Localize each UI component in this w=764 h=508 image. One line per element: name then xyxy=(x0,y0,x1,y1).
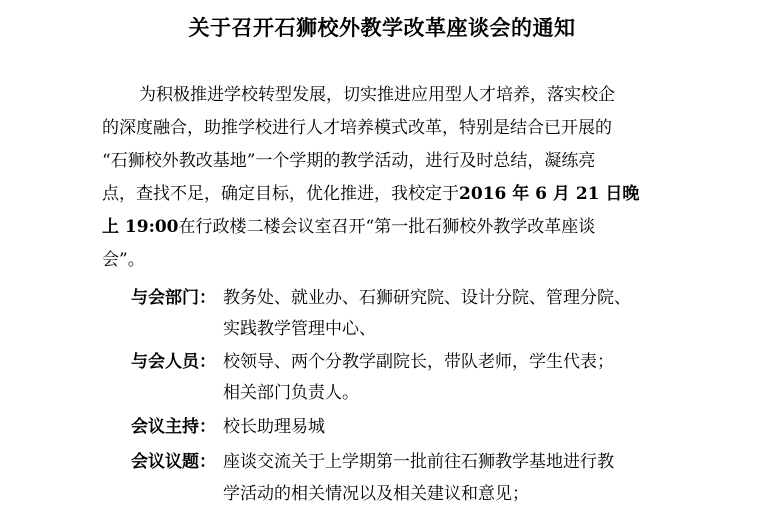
paragraph-text: 在行政楼二楼会议室召开“第一批石狮校外教学改革座谈 xyxy=(178,217,596,237)
departments-value: 教务处、就业办、石狮研究院、设计分院、管理分院、 xyxy=(223,288,631,308)
topic-label: 会议议题： xyxy=(131,452,216,472)
attendees-label: 与会人员： xyxy=(131,352,216,372)
paragraph-line: 的深度融合，助推学校进行人才培养模式改革，特别是结合已开展的 xyxy=(102,118,612,138)
topic-value: 座谈交流关于上学期第一批前往石狮教学基地进行教 xyxy=(223,452,614,472)
departments-label: 与会部门： xyxy=(131,288,216,308)
topic-value: 学活动的相关情况以及相关建议和意见； xyxy=(223,484,529,504)
paragraph-text: 点，查找不足，确定目标，优化推进，我校定于 xyxy=(102,184,459,204)
attendees-value: 校领导、两个分教学副院长，带队老师，学生代表； xyxy=(223,352,614,372)
document-title: 关于召开石狮校外教学改革座谈会的通知 xyxy=(188,15,576,40)
departments-value: 实践教学管理中心、 xyxy=(223,319,376,339)
attendees-value: 相关部门负责人。 xyxy=(223,383,359,403)
host-value: 校长助理易城 xyxy=(223,417,325,437)
host-label: 会议主持： xyxy=(131,417,216,437)
meeting-date: 2016 年 6 月 21 日晚 xyxy=(459,184,640,204)
paragraph-line: 为积极推进学校转型发展，切实推进应用型人才培养，落实校企 xyxy=(139,85,615,105)
paragraph-line xyxy=(102,179,639,204)
paragraph-line xyxy=(102,212,595,237)
paragraph-line: “石狮校外教改基地”一个学期的教学活动，进行及时总结，凝练亮 xyxy=(102,151,596,171)
meeting-time: 上 19:00 xyxy=(102,217,179,237)
paragraph-line: 会”。 xyxy=(102,250,145,270)
